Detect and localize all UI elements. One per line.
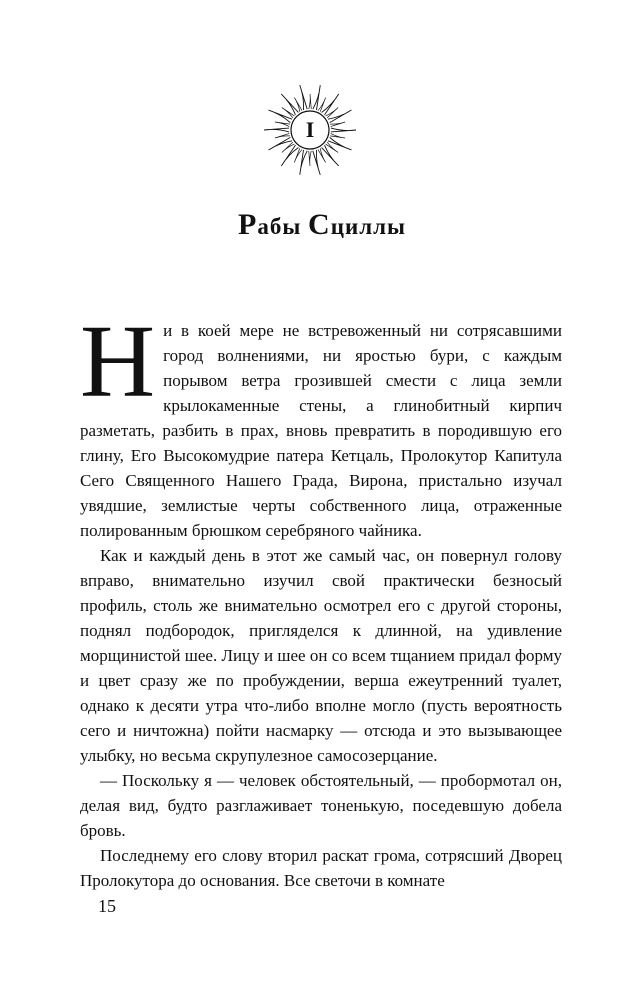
- paragraph-4: Последнему его слову вторил раскат грома, сотрясший Дворец Пролокутора до основания. Все светочи в комнате: [80, 846, 562, 890]
- body-text: [80, 304, 562, 893]
- title-initial-1: Р: [238, 208, 258, 241]
- page-number: 15: [98, 896, 116, 916]
- paragraph-1: [80, 304, 562, 543]
- paragraph-3: — Поскольку я — человек обстоятельный, — пробормотал он, делая вид, будто разглаживает тоненькую, поседевшую добела бровь.: [80, 771, 562, 840]
- chapter-sun-emblem: [262, 82, 358, 178]
- paragraph-1-text: и в коей мере не встревоженный ни сотрясавшими город волнениями, ни яростью бури, с каждым порывом ветра грозившей смести с лица земли крылокаменные стены, а глинобитный кирпич разметать, разбить в прах, вновь превратить в породившую его глину, Его Высокомудрие патера Кетцаль, Пролокутор Капитула Сего Священного Нашего Града, Вирона, пристально изучал увядшие, землистые черты собственного лица, отраженные полированным брюшком серебряного чайника.: [80, 321, 562, 540]
- title-rest-1: абы: [257, 214, 309, 239]
- paragraph-2: Как и каждый день в этот же самый час, он повернул голову вправо, внимательно изучил свой практически безносый профиль, столь же внимательно осмотрел его с другой стороны, поднял подбородок, пригляделся к длинной, на удивление морщинистой шее. Лицу и шее он со всем тщанием придал форму и цвет сразу же по пробуждении, верша ежеутренний туалет, однако к десяти утра что-либо вполне могло (пусть вероятность сего и ничтожна) пойти насмарку — отсюда и это вызывающее улыбку, но весьма скрупулезное самосозерцание.: [80, 546, 562, 765]
- chapter-title: [0, 208, 644, 242]
- title-rest-2: циллы: [330, 214, 406, 239]
- title-initial-2: С: [308, 208, 331, 241]
- drop-cap: Н: [80, 304, 156, 419]
- chapter-number: I: [305, 117, 315, 142]
